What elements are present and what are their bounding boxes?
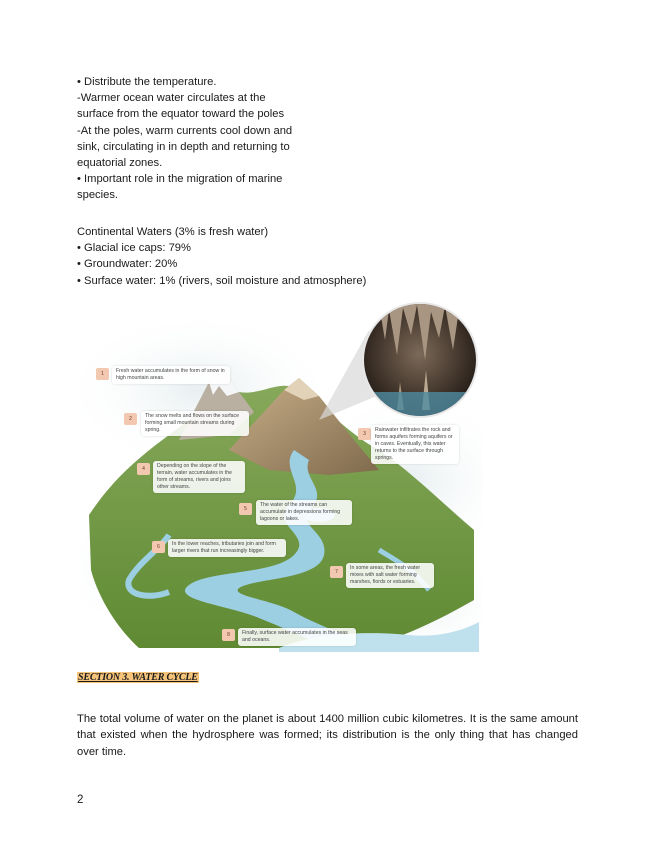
callout-aquifers: Rainwater infiltrates the rock and forms aquifers forming aquifers or in caves. Eventually, this water returns to the surface through springs.	[371, 425, 459, 464]
continental-waters-heading: Continental Waters (3% is fresh water)	[77, 226, 269, 238]
callout-marshes: In some areas, the fresh water mixes with salt water forming marshes, fiords or estuaries.	[346, 563, 434, 588]
text-line: • Distribute the temperature.	[77, 76, 217, 88]
callout-seas: Finally, surface water accumulates in the seas and oceans.	[238, 628, 356, 646]
page-number: 2	[77, 794, 84, 806]
text-line: sink, circulating in in depth and returning to	[77, 140, 290, 153]
step-marker: 8	[222, 629, 235, 641]
text-line: • Important role in the migration of marine	[77, 173, 283, 186]
text-line: -Warmer ocean water circulates at the	[77, 92, 266, 105]
step-marker: 4	[137, 463, 150, 475]
landscape-drawing	[79, 300, 482, 652]
step-marker: 2	[124, 413, 137, 425]
water-cycle-illustration	[79, 300, 482, 652]
callout-lakes: The water of the streams can accumulate in depressions forming lagoons or lakes.	[256, 500, 352, 525]
step-marker: 3	[358, 428, 371, 440]
step-marker: 1	[96, 368, 109, 380]
body-paragraph: The total volume of water on the planet is about 1400 million cubic kilometres. It is the same amount that existed when the hydrosphere was formed; its distribution is the only thing that has changed over time.	[77, 713, 578, 758]
callout-rivers: Depending on the slope of the terrain, water accumulates in the form of streams, rivers and joins other streams.	[153, 461, 245, 493]
section-heading: SECTION 3. WATER CYCLE	[78, 672, 198, 683]
text-line: -At the poles, warm currents cool down and	[77, 124, 293, 137]
ocean-currents-block	[77, 74, 292, 204]
text-line: surface from the equator toward the poles	[77, 108, 285, 121]
list-item: • Surface water: 1% (rivers, soil moisture and atmosphere)	[77, 274, 367, 287]
callout-streams: The snow melts and flows on the surface forming small mountain streams during spring.	[141, 411, 249, 436]
callout-snow: Fresh water accumulates in the form of snow in high mountain areas.	[112, 366, 230, 384]
list-item: • Glacial ice caps: 79%	[77, 242, 191, 255]
text-line: species.	[77, 189, 119, 202]
step-marker: 6	[152, 541, 165, 553]
continental-waters-block	[77, 224, 366, 289]
step-marker: 7	[330, 566, 343, 578]
text-line: equatorial zones.	[77, 157, 163, 170]
callout-larger-rivers: In the lower reaches, tributaries join and form larger rivers that run increasingly bigger.	[168, 539, 286, 557]
list-item: • Groundwater: 20%	[77, 258, 178, 271]
step-marker: 5	[239, 503, 252, 515]
